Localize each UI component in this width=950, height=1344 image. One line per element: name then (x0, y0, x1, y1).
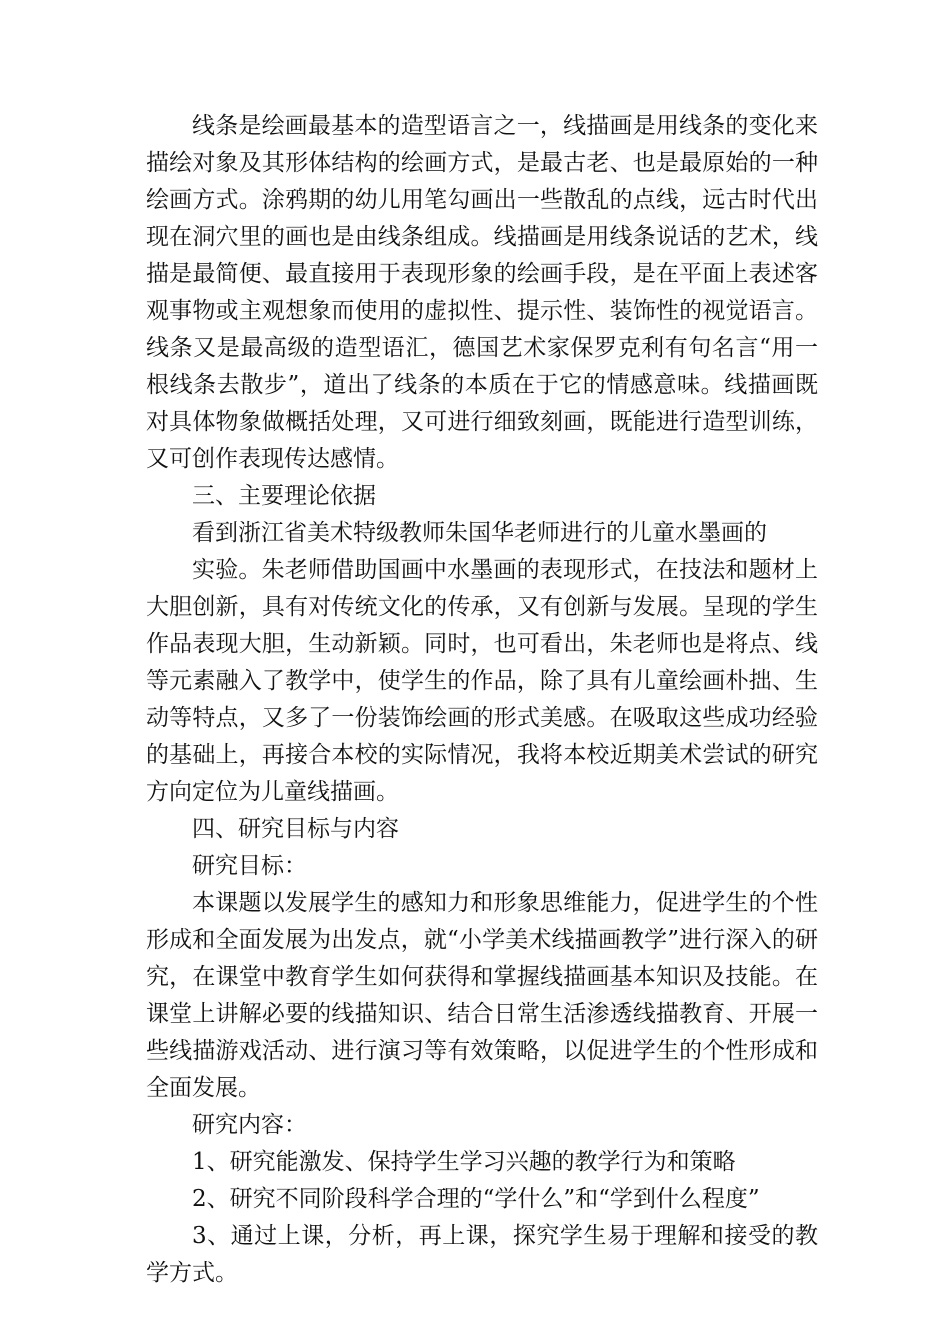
paragraph-line-drawing-intro: 线条是绘画最基本的造型语言之一，线描画是用线条的变化来描绘对象及其形体结构的绘画方式，是最古老、也是最原始的一种绘画方式。涂鸦期的幼儿用笔勾画出一些散乱的点线，远古时代出现在洞穴里的画也是由线条组成。线描画是用线条说话的艺术，线描是最简便、最直接用于表现形象的绘画手段，是在平面上表述客观事物或主观想象而使用的虚拟性、提示性、装饰性的视觉语言。线条又是最高级的造型语汇，德国艺术家保罗克利有句名言“用一根线条去散步”，道出了线条的本质在于它的情感意味。线描画既对具体物象做概括处理，又可进行细致刻画，既能进行造型训练，又可创作表现传达感情。 (146, 113, 818, 472)
paragraph-experiment: 实验。朱老师借助国画中水墨画的表现形式，在技法和题材上大胆创新，具有对传统文化的传承，又有创新与发展。呈现的学生作品表现大胆，生动新颖。同时，也可看出，朱老师也是将点、线等元素融入了教学中，使学生的作品，除了具有儿童绘画朴拙、生动等特点，又多了一份装饰绘画的形式美感。在吸取这些成功经验的基础上，再接合本校的实际情况，我将本校近期美术尝试的研究方向定位为儿童线描画。 (146, 557, 818, 805)
list-item-1: 1、研究能激发、保持学生学习兴趣的教学行为和策略 (192, 1149, 736, 1175)
list-item-3: 3、通过上课，分析，再上课，探究学生易于理解和接受的教学方式。 (146, 1223, 818, 1286)
heading-theory-basis: 三、主要理论依据 (192, 483, 376, 509)
list-item-2: 2、研究不同阶段科学合理的“学什么”和“学到什么程度” (192, 1186, 760, 1212)
paragraph-zhu-guohua-intro: 看到浙江省美术特级教师朱国华老师进行的儿童水墨画的 (192, 520, 767, 546)
paragraph-research-goals: 本课题以发展学生的感知力和形象思维能力，促进学生的个性形成和全面发展为出发点，就“小学美术线描画教学”进行深入的研究，在课堂中教育学生如何获得和掌握线描画基本知识及技能。在课堂上讲解必要的线描知识、结合日常生活渗透线描教育、开展一些线描游戏活动、进行演习等有效策略，以促进学生的个性形成和全面发展。 (146, 890, 818, 1101)
heading-goals-content: 四、研究目标与内容 (192, 816, 399, 842)
document-page (146, 108, 818, 1292)
subheading-research-goals: 研究目标： (192, 853, 307, 879)
subheading-research-content: 研究内容： (192, 1112, 307, 1138)
